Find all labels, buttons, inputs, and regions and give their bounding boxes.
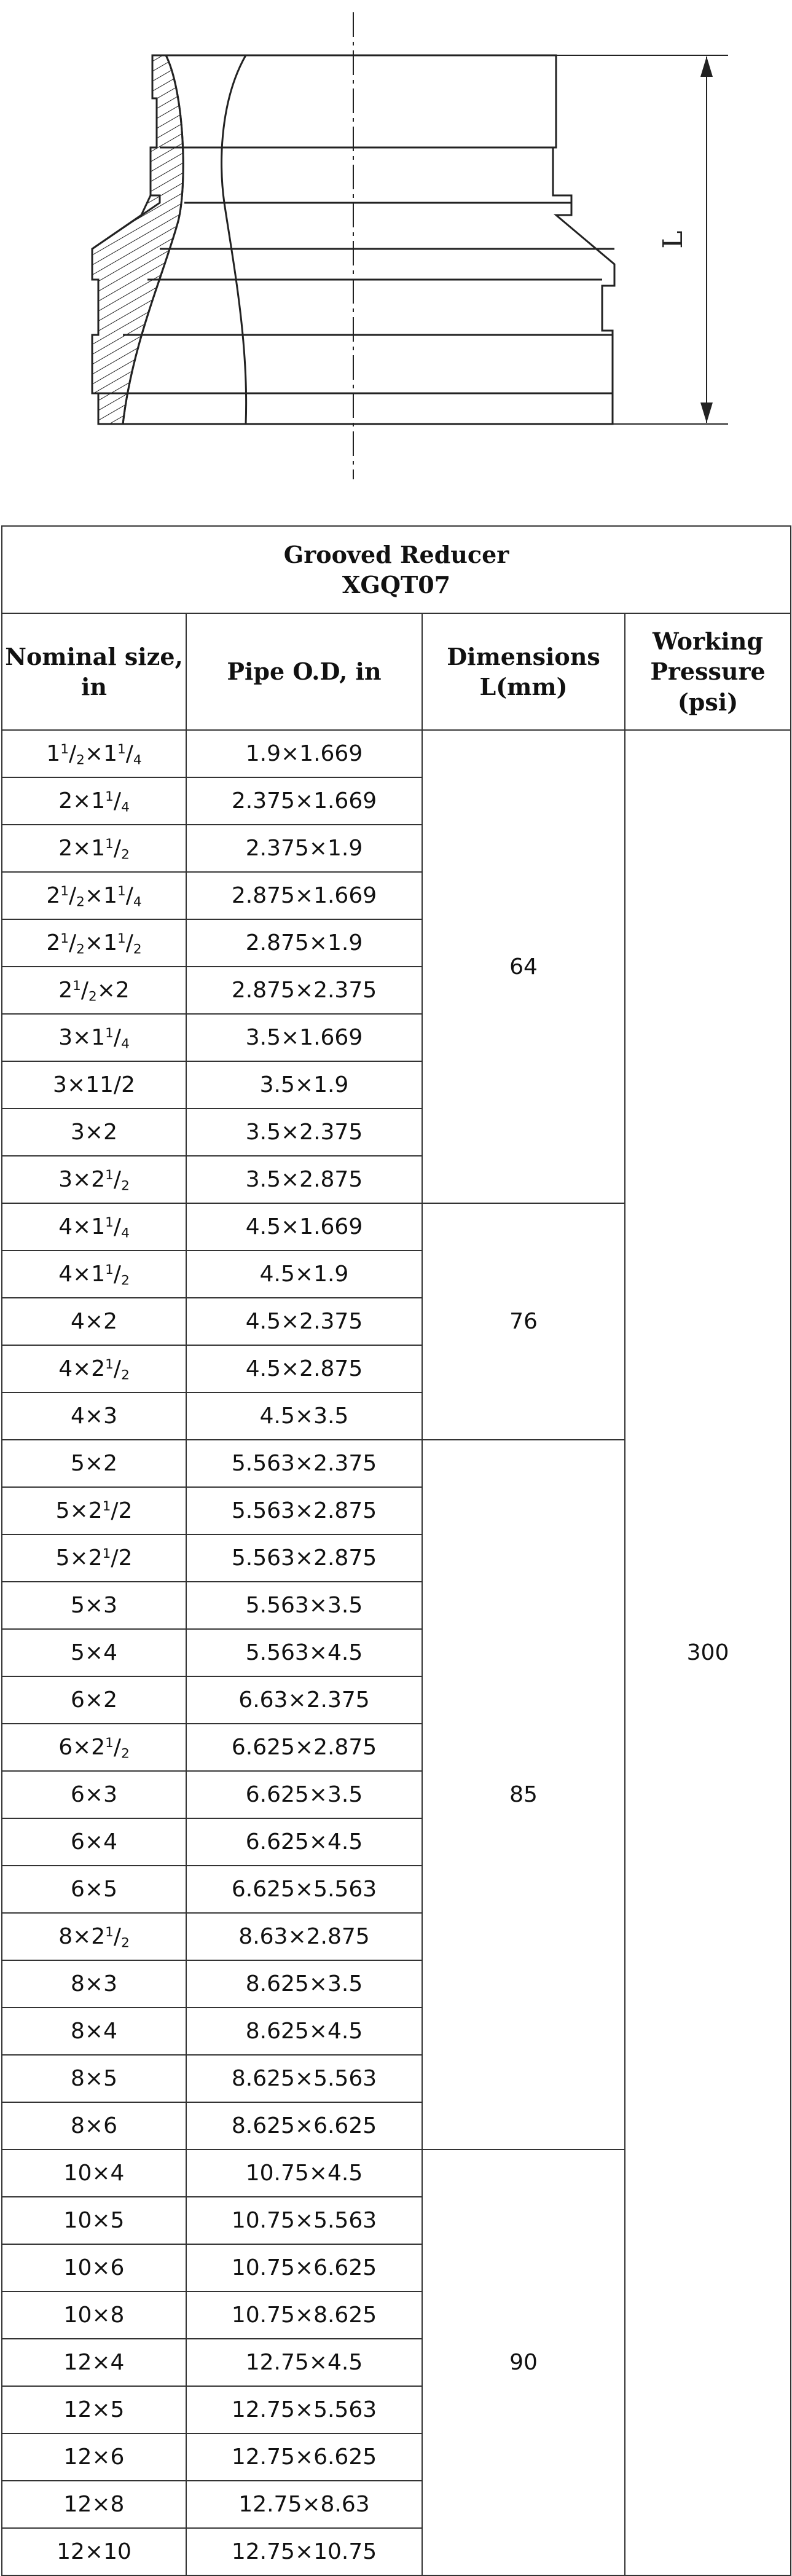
spec-table: [1, 525, 791, 2576]
nominal-size-cell: 12×4: [2, 2339, 186, 2386]
nominal-size-cell: 6×2: [2, 1676, 186, 1724]
nominal-size-cell: 4×2: [2, 1298, 186, 1345]
nominal-size-cell: 12×6: [2, 2433, 186, 2481]
nominal-size-cell: 8×3: [2, 1960, 186, 2008]
pipe-od-cell: 4.5×2.375: [186, 1298, 422, 1345]
header-working-pressure: Working Pressure (psi): [625, 613, 791, 730]
arrow-down-icon: [700, 402, 713, 423]
pipe-od-cell: 12.75×6.625: [186, 2433, 422, 2481]
header-pipe-od: Pipe O.D, in: [186, 613, 422, 730]
nominal-size-cell: $5\times 2^1/2$: [2, 1487, 186, 1534]
nominal-size-cell: $8\times 2^1/_2$: [2, 1913, 186, 1960]
pipe-od-cell: 2.375×1.669: [186, 777, 422, 825]
nominal-size-cell: $2\times 1^1/_2$: [2, 825, 186, 872]
pipe-od-cell: 10.75×8.625: [186, 2291, 422, 2339]
pipe-od-cell: 4.5×2.875: [186, 1345, 422, 1392]
nominal-size-cell: $3\times 1^1/_4$: [2, 1014, 186, 1061]
pipe-od-cell: 6.625×2.875: [186, 1724, 422, 1771]
pipe-od-cell: 8.625×6.625: [186, 2102, 422, 2150]
pipe-od-cell: 6.625×3.5: [186, 1771, 422, 1818]
pipe-od-cell: 3.5×2.875: [186, 1156, 422, 1203]
dimension-cell: 90: [422, 2150, 625, 2575]
nominal-size-cell: 10×6: [2, 2244, 186, 2291]
nominal-size-cell: 5×2: [2, 1440, 186, 1487]
arrow-up-icon: [700, 57, 713, 77]
pipe-od-cell: 4.5×1.669: [186, 1203, 422, 1251]
nominal-size-cell: $4\times 1^1/_4$: [2, 1203, 186, 1251]
pipe-od-cell: 8.625×4.5: [186, 2008, 422, 2055]
nominal-size-cell: 12×5: [2, 2386, 186, 2433]
nominal-size-cell: 3×2: [2, 1109, 186, 1156]
pipe-od-cell: 3.5×1.669: [186, 1014, 422, 1061]
pipe-od-cell: 10.75×6.625: [186, 2244, 422, 2291]
pipe-od-cell: 2.875×1.9: [186, 919, 422, 967]
nominal-size-cell: $1^1/_2\times 1^1/_4$: [2, 730, 186, 777]
nominal-size-cell: 5×3: [2, 1582, 186, 1629]
pipe-od-cell: 2.875×2.375: [186, 967, 422, 1014]
pipe-od-cell: 3.5×1.9: [186, 1061, 422, 1109]
nominal-size-cell: $2^1/_2\times 1^1/_4$: [2, 872, 186, 919]
reducer-drawing: [0, 0, 792, 492]
pipe-od-cell: 12.75×8.63: [186, 2481, 422, 2528]
nominal-size-cell: 6×5: [2, 1866, 186, 1913]
pipe-od-cell: 12.75×4.5: [186, 2339, 422, 2386]
nominal-size-cell: $2^1/_2\times 2$: [2, 967, 186, 1014]
pipe-od-cell: 5.563×2.875: [186, 1487, 422, 1534]
pipe-od-cell: 8.625×5.563: [186, 2055, 422, 2102]
table-body: [2, 730, 791, 2575]
nominal-size-cell: 5×4: [2, 1629, 186, 1676]
nominal-size-cell: 3×11/2: [2, 1061, 186, 1109]
pipe-od-cell: 10.75×5.563: [186, 2197, 422, 2244]
nominal-size-cell: 8×5: [2, 2055, 186, 2102]
dimension-label: L: [657, 230, 689, 249]
header-dimensions: Dimensions L(mm): [422, 613, 625, 730]
nominal-size-cell: 6×3: [2, 1771, 186, 1818]
pipe-od-cell: 5.563×4.5: [186, 1629, 422, 1676]
pipe-od-cell: 8.63×2.875: [186, 1913, 422, 1960]
nominal-size-cell: 4×3: [2, 1392, 186, 1440]
pipe-od-cell: 6.625×5.563: [186, 1866, 422, 1913]
nominal-size-cell: $3\times 2^1/_2$: [2, 1156, 186, 1203]
nominal-size-cell: 8×6: [2, 2102, 186, 2150]
pipe-od-cell: 1.9×1.669: [186, 730, 422, 777]
nominal-size-cell: $4\times 1^1/_2$: [2, 1251, 186, 1298]
dimension-cell: 76: [422, 1203, 625, 1440]
nominal-size-cell: $2\times 1^1/_4$: [2, 777, 186, 825]
nominal-size-cell: 12×10: [2, 2528, 186, 2575]
section-hatch: [92, 55, 183, 424]
nominal-size-cell: 10×8: [2, 2291, 186, 2339]
nominal-size-cell: $2^1/_2\times 1^1/_2$: [2, 919, 186, 967]
nominal-size-cell: 8×4: [2, 2008, 186, 2055]
pipe-od-cell: 8.625×3.5: [186, 1960, 422, 2008]
table-title: [2, 526, 791, 613]
nominal-size-cell: 10×4: [2, 2150, 186, 2197]
nominal-size-cell: $5\times 2^1/2$: [2, 1534, 186, 1582]
pipe-od-cell: 6.625×4.5: [186, 1818, 422, 1866]
pipe-od-cell: 5.563×3.5: [186, 1582, 422, 1629]
table-title-line1: Grooved Reducer: [283, 540, 509, 568]
pipe-od-cell: 4.5×1.9: [186, 1251, 422, 1298]
nominal-size-cell: 12×8: [2, 2481, 186, 2528]
pipe-od-cell: 2.875×1.669: [186, 872, 422, 919]
pipe-od-cell: 12.75×5.563: [186, 2386, 422, 2433]
nominal-size-cell: $4\times 2^1/_2$: [2, 1345, 186, 1392]
table-row: [2, 730, 791, 777]
pipe-od-cell: 12.75×10.75: [186, 2528, 422, 2575]
pipe-od-cell: 4.5×3.5: [186, 1392, 422, 1440]
header-nominal-size: Nominal size, in: [2, 613, 186, 730]
pipe-od-cell: 5.563×2.875: [186, 1534, 422, 1582]
nominal-size-cell: 6×4: [2, 1818, 186, 1866]
working-pressure-cell: 300: [625, 730, 791, 2575]
pipe-od-cell: 6.63×2.375: [186, 1676, 422, 1724]
pipe-od-cell: 3.5×2.375: [186, 1109, 422, 1156]
dimension-cell: 64: [422, 730, 625, 1203]
pipe-od-cell: 10.75×4.5: [186, 2150, 422, 2197]
nominal-size-cell: 10×5: [2, 2197, 186, 2244]
dimension-cell: 85: [422, 1440, 625, 2150]
pipe-od-cell: 5.563×2.375: [186, 1440, 422, 1487]
table-title-line2: XGQT07: [342, 571, 451, 599]
nominal-size-cell: $6\times 2^1/_2$: [2, 1724, 186, 1771]
pipe-od-cell: 2.375×1.9: [186, 825, 422, 872]
